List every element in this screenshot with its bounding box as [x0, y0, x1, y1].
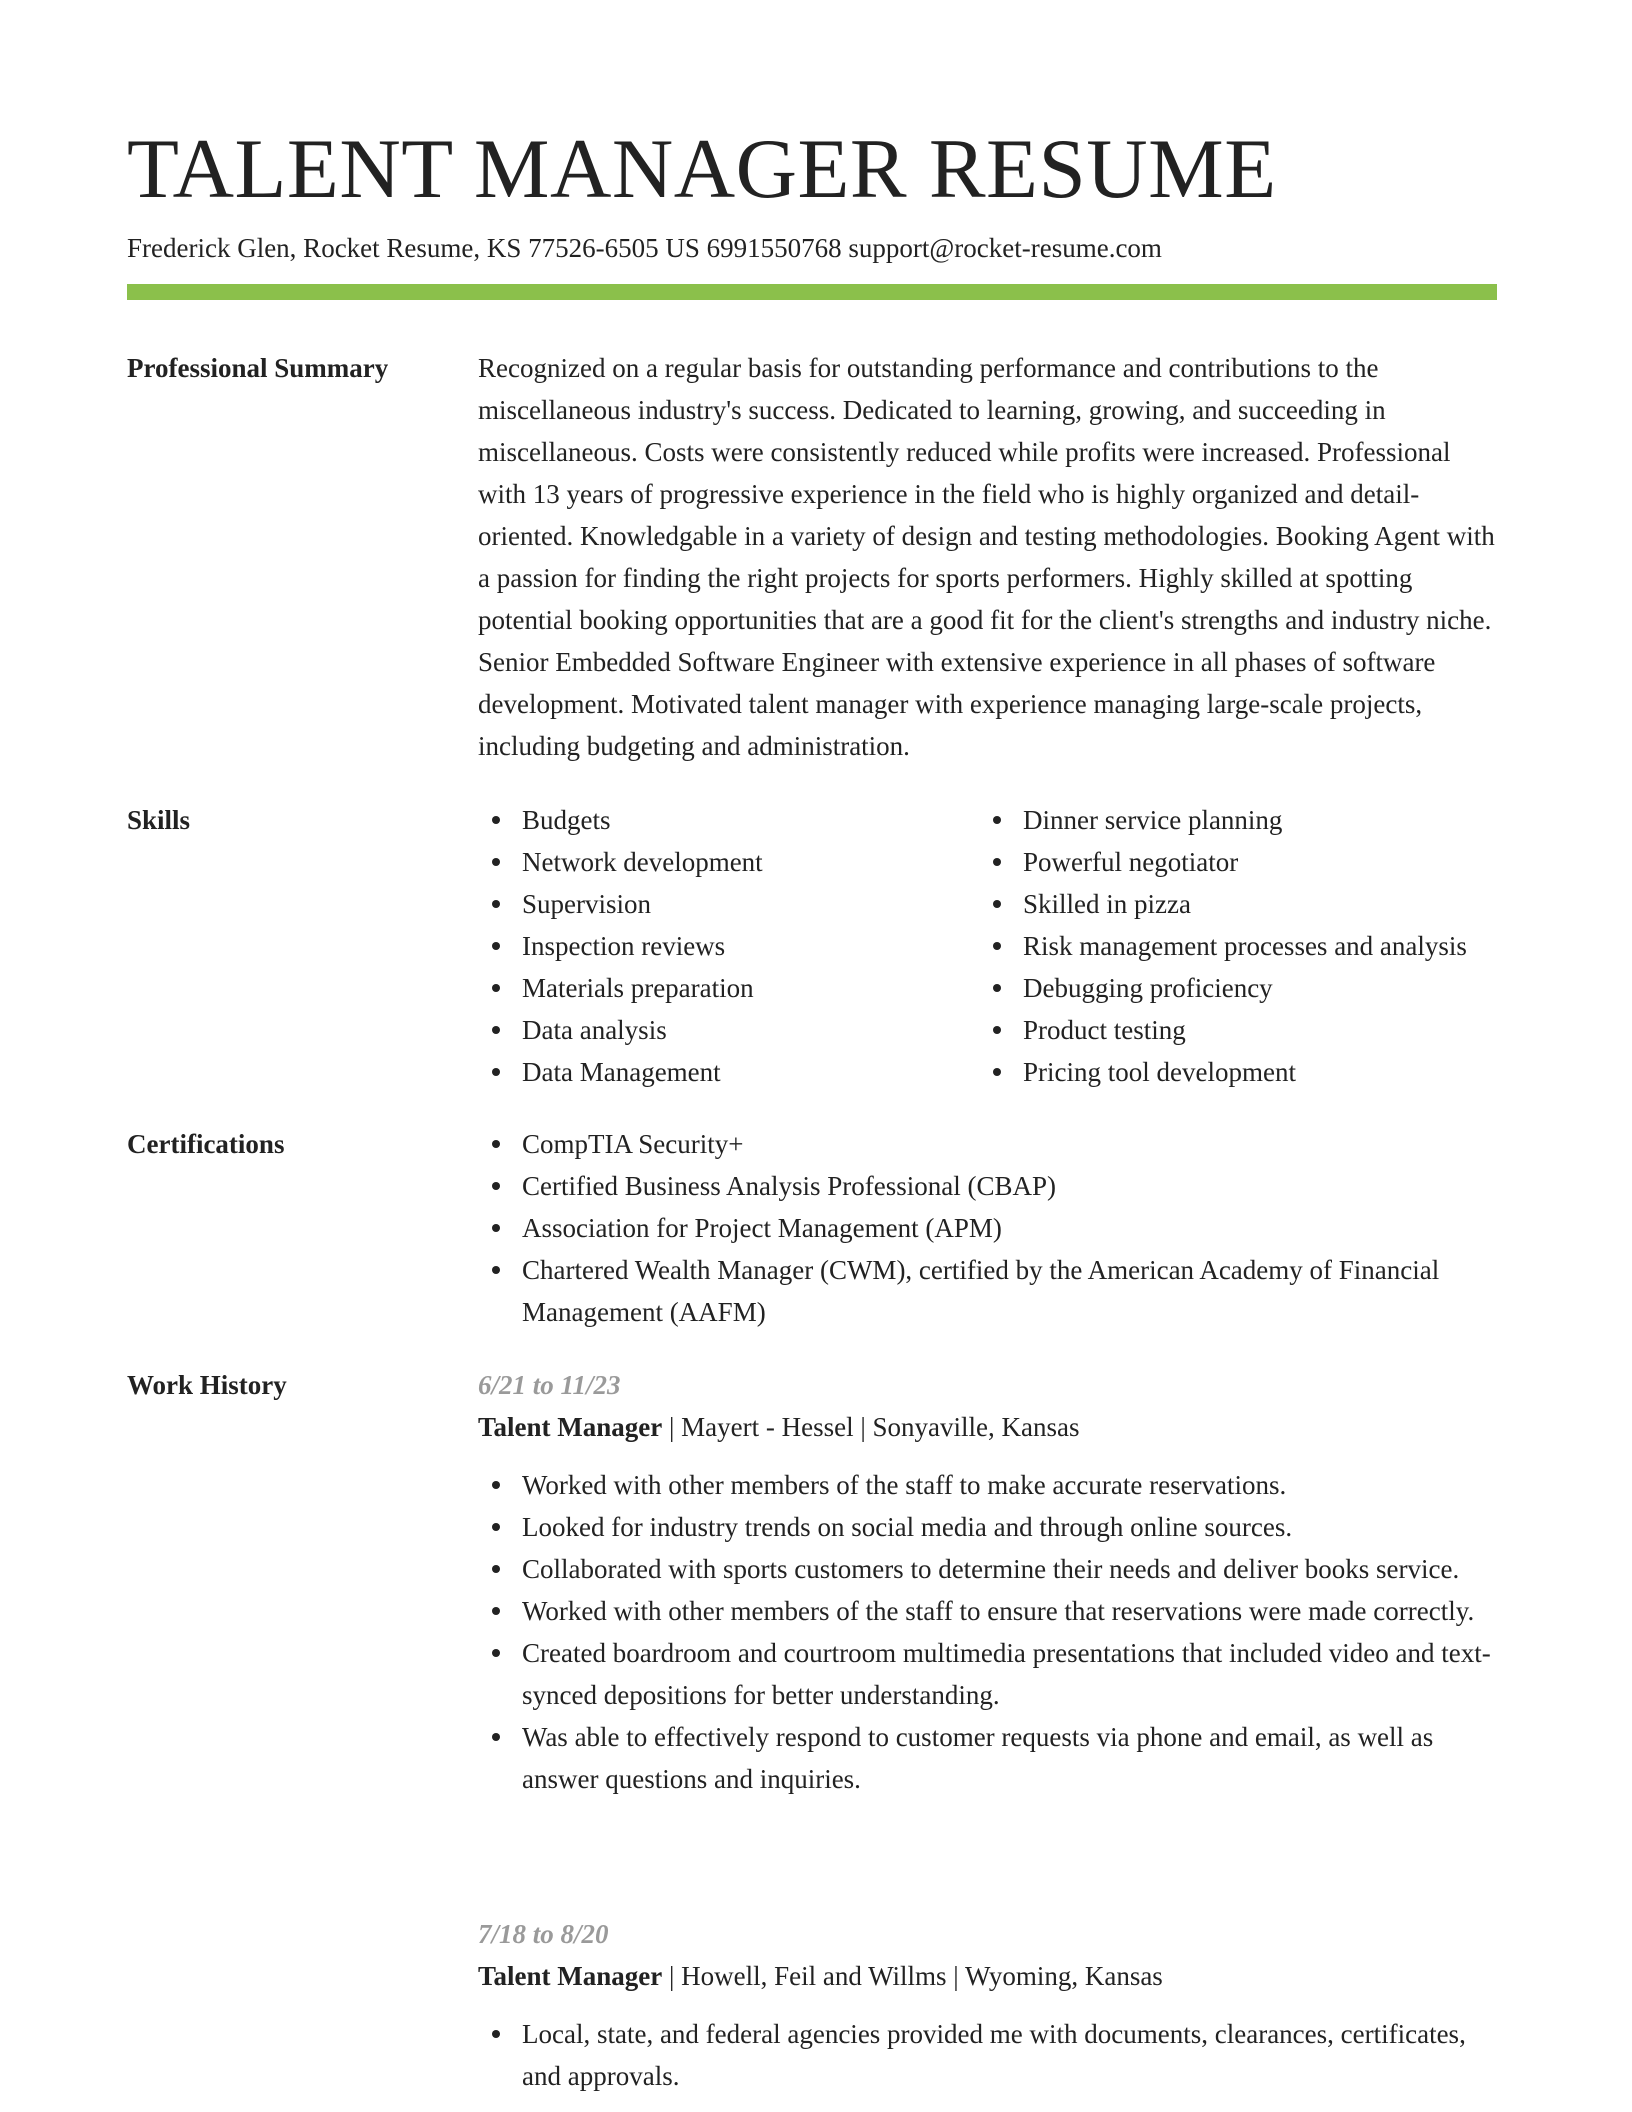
skill-item: Network development — [478, 841, 979, 883]
job-entry — [478, 1913, 1498, 2097]
certifications-heading: Certifications — [127, 1129, 285, 1159]
skill-item: Risk management processes and analysis — [979, 925, 1498, 967]
job-header — [478, 1406, 1498, 1448]
skill-item: Budgets — [478, 799, 979, 841]
certification-item: Association for Project Management (APM) — [478, 1207, 1498, 1249]
skill-item: Data Management — [478, 1051, 979, 1093]
skill-item: Debugging proficiency — [979, 967, 1498, 1009]
job-title: Talent Manager — [478, 1412, 663, 1442]
skill-item: Product testing — [979, 1009, 1498, 1051]
job-header — [478, 1955, 1498, 1997]
skills-list-right — [979, 799, 1498, 1093]
accent-divider — [127, 284, 1497, 300]
certifications-section — [478, 1123, 1498, 1333]
job-duty: Looked for industry trends on social media and through online sources. — [478, 1506, 1498, 1548]
job-duty: Worked with other members of the staff to make accurate reservations. — [478, 1464, 1498, 1506]
skill-item: Inspection reviews — [478, 925, 979, 967]
skill-item: Dinner service planning — [979, 799, 1498, 841]
job-duties-list — [478, 2013, 1498, 2097]
job-duty: Was able to effectively respond to customer requests via phone and email, as well as answer questions and inquiries. — [478, 1716, 1498, 1800]
job-title: Talent Manager — [478, 1961, 663, 1991]
certification-item: CompTIA Security+ — [478, 1123, 1498, 1165]
skill-item: Data analysis — [478, 1009, 979, 1051]
job-duty: Collaborated with sports customers to determine their needs and deliver books service. — [478, 1548, 1498, 1590]
summary-section — [478, 347, 1498, 767]
job-duties-list — [478, 1464, 1498, 1800]
job-employer: | Howell, Feil and Willms | Wyoming, Kansas — [662, 1961, 1163, 1991]
job-duty: Worked with other members of the staff to ensure that reservations were made correctly. — [478, 1590, 1498, 1632]
skills-heading: Skills — [127, 805, 191, 835]
skill-item: Powerful negotiator — [979, 841, 1498, 883]
job-duty: Created boardroom and courtroom multimedia presentations that included video and text-synced depositions for better understanding. — [478, 1632, 1498, 1716]
job-employer: | Mayert - Hessel | Sonyaville, Kansas — [662, 1412, 1080, 1442]
job-entry — [478, 1364, 1498, 1800]
job-duty: Local, state, and federal agencies provided me with documents, clearances, certificates, and approvals. — [478, 2013, 1498, 2097]
work-history-heading: Work History — [127, 1370, 287, 1400]
certification-item: Certified Business Analysis Professional (CBAP) — [478, 1165, 1498, 1207]
job-dates: 6/21 to 11/23 — [478, 1370, 621, 1400]
resume-title: TALENT MANAGER RESUME — [127, 122, 1277, 216]
skill-item: Pricing tool development — [979, 1051, 1498, 1093]
summary-heading: Professional Summary — [127, 353, 389, 383]
skill-item: Skilled in pizza — [979, 883, 1498, 925]
skill-item: Materials preparation — [478, 967, 979, 1009]
job-dates: 7/18 to 8/20 — [478, 1919, 609, 1949]
skills-section — [478, 799, 1498, 1093]
skills-list-left — [478, 799, 979, 1093]
certifications-list — [478, 1123, 1498, 1333]
certification-item: Chartered Wealth Manager (CWM), certified by the American Academy of Financial Management (AAFM) — [478, 1249, 1498, 1333]
contact-line: Frederick Glen, Rocket Resume, KS 77526-6505 US 6991550768 support@rocket-resume.com — [127, 233, 1162, 263]
summary-text: Recognized on a regular basis for outstanding performance and contributions to the miscellaneous industry's success. Dedicated to learning, growing, and succeeding in miscellaneous. Costs were consistently reduced while profits were increased. Professional with 13 years of progressive experience in the field who is highly organized and detail-oriented. Knowledgable in a variety of design and testing methodologies. Booking Agent with a passion for finding the right projects for sports performers. Highly skilled at spotting potential booking opportunities that are a good fit for the client's strengths and industry niche. Senior Embedded Software Engineer with extensive experience in all phases of software development. Motivated talent manager with experience managing large-scale projects, including budgeting and administration. — [478, 353, 1495, 761]
skill-item: Supervision — [478, 883, 979, 925]
